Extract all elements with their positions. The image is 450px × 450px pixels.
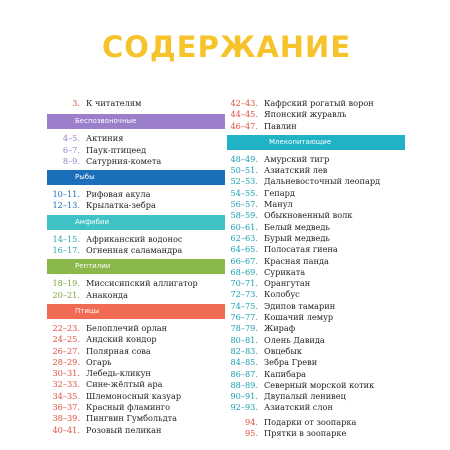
page-number: 22–23. (52, 322, 80, 333)
page-number: 10–11. (52, 189, 80, 200)
entry-title: Огненная саламандра (86, 245, 183, 256)
page-number: 68–69. (230, 266, 258, 277)
toc-entry[interactable] (227, 109, 405, 120)
toc-entry[interactable] (227, 256, 405, 267)
section-entries (47, 133, 225, 167)
entry-title: Обыкновенный волк (264, 210, 353, 221)
page-number: 12–13. (52, 200, 80, 211)
entry-title: Паук-птицеед (86, 144, 147, 155)
entry-title: Рифовая акула (86, 189, 151, 200)
toc-entry[interactable] (47, 200, 225, 211)
toc-entry[interactable] (227, 199, 405, 210)
entry-title: Гепард (264, 187, 295, 198)
page-number: 34–35. (52, 390, 80, 401)
page-number: 6–7. (62, 144, 80, 155)
toc-entry[interactable] (47, 133, 225, 144)
entry-title: Манул (264, 199, 293, 210)
section-invertebrates (47, 114, 225, 167)
toc-entry[interactable] (227, 244, 405, 255)
entry-title: Полярная сова (86, 345, 151, 356)
entry-title: Красная панда (264, 255, 329, 266)
toc-entry[interactable] (227, 154, 405, 165)
entry-title: Огарь (86, 356, 112, 367)
toc-entry[interactable] (47, 234, 225, 245)
entry-title: Павлин (264, 120, 297, 131)
section-heading-reptiles: Рептилии (47, 259, 225, 274)
entry-title: Сатурния-комета (86, 155, 162, 166)
entry-title: Эдипов тамарин (264, 300, 336, 311)
entry-title: Дальневосточный леопард (264, 176, 381, 187)
toc-entry[interactable] (227, 323, 405, 334)
toc-entry[interactable] (227, 267, 405, 278)
section-amphibians (47, 215, 225, 257)
toc-entry[interactable] (47, 346, 225, 357)
page-number: 82–83. (230, 345, 258, 356)
entry-title: Орангутан (264, 278, 311, 289)
toc-entry[interactable] (47, 290, 225, 301)
entry-title: Белый медведь (264, 221, 330, 232)
page-number: 86–87. (230, 368, 258, 379)
toc-entry[interactable] (47, 145, 225, 156)
entry-title: Подарки от зоопарка (264, 416, 357, 427)
toc-entry[interactable] (47, 156, 225, 167)
entry-title: Полосатая гиена (264, 244, 338, 255)
section-entries (47, 189, 225, 212)
page-number: 88–89. (230, 379, 258, 390)
toc-entry[interactable] (227, 121, 405, 132)
page-number: 66–67. (230, 255, 258, 266)
page-number: 36–37. (52, 402, 80, 413)
page-number: 4–5. (62, 133, 80, 144)
entry-title: Бурый медведь (264, 232, 330, 243)
page-number: 14–15. (52, 233, 80, 244)
section-appendix (227, 417, 405, 440)
toc-entry[interactable] (47, 425, 225, 436)
page-number: 28–29. (52, 356, 80, 367)
page-number: 90–91. (230, 391, 258, 402)
page-number: 92–93. (230, 402, 258, 413)
toc-entry[interactable] (47, 189, 225, 200)
page-number: 94. (244, 416, 258, 427)
toc-entry[interactable] (47, 357, 225, 368)
toc-entry[interactable] (47, 334, 225, 345)
toc-entry[interactable] (47, 98, 225, 109)
toc-left-column (47, 98, 225, 439)
toc-entry[interactable] (227, 346, 405, 357)
page-number: 46–47. (230, 120, 258, 131)
entry-title: Азиатский слон (264, 402, 333, 413)
entry-title: Красный фламинго (86, 402, 171, 413)
section-entries (47, 234, 225, 257)
entry-title: Двупалый ленивец (264, 391, 346, 402)
entry-title: Крылатка-зебра (86, 200, 156, 211)
page-number: 30–31. (52, 368, 80, 379)
section-heading-amphibians: Амфибии (47, 215, 225, 230)
page-number: 44–45. (230, 109, 258, 120)
page-number: 48–49. (230, 153, 258, 164)
entry-title: Зебра Греви (264, 357, 318, 368)
entry-title: Сине-жёлтый ара (86, 379, 163, 390)
entry-title: Овцебык (264, 345, 302, 356)
toc-entry[interactable] (227, 233, 405, 244)
section-heading-mammals: Млекопитающие (227, 135, 405, 150)
page-number: 52–53. (230, 176, 258, 187)
toc-entry[interactable] (227, 98, 405, 109)
toc-entry[interactable] (227, 278, 405, 289)
entry-title: К читателям (86, 98, 142, 108)
entry-title: Лебедь-кликун (86, 368, 151, 379)
section-reptiles (47, 259, 225, 301)
page-number: 76–77. (230, 312, 258, 323)
entry-title: Кошачий лемур (264, 312, 334, 323)
page-number: 84–85. (230, 357, 258, 368)
toc-entry[interactable] (47, 413, 225, 424)
page-number: 72–73. (230, 289, 258, 300)
entry-title: Розовый пеликан (86, 424, 162, 435)
page-number: 62–63. (230, 232, 258, 243)
page-number: 24–25. (52, 334, 80, 345)
entry-title: Олень Давида (264, 334, 325, 345)
toc-entry[interactable] (227, 289, 405, 300)
section-entries (47, 323, 225, 436)
page-number: 8–9. (62, 155, 80, 166)
toc-entry[interactable] (227, 301, 405, 312)
toc-entry[interactable] (227, 357, 405, 368)
toc-entry[interactable] (227, 188, 405, 199)
toc-entry[interactable] (47, 368, 225, 379)
section-entries (227, 417, 405, 440)
page-number: 95. (244, 428, 258, 439)
toc-entry[interactable] (47, 278, 225, 289)
toc-entry[interactable] (227, 210, 405, 221)
toc-entry[interactable] (227, 402, 405, 413)
toc-entry[interactable] (227, 391, 405, 402)
page-number: 16–17. (52, 245, 80, 256)
page-number: 26–27. (52, 345, 80, 356)
section-heading-fish: Рыбы (47, 170, 225, 185)
toc-entry[interactable] (227, 176, 405, 187)
page-number: 32–33. (52, 379, 80, 390)
toc-entry[interactable] (227, 335, 405, 346)
entry-title: Азиатский лев (264, 165, 328, 176)
page-number: 50–51. (230, 165, 258, 176)
toc-entry[interactable] (47, 402, 225, 413)
section-entries (227, 154, 405, 414)
entry-title: Суриката (264, 266, 306, 277)
toc-entry[interactable] (227, 369, 405, 380)
entry-title: Актиния (86, 133, 124, 144)
page-title: СОДЕРЖАНИЕ (102, 30, 352, 64)
page-number: 40–41. (52, 424, 80, 435)
entry-title: Кафрский рогатый ворон (264, 98, 374, 108)
entry-title: Колобус (264, 289, 300, 300)
page-number: 78–79. (230, 323, 258, 334)
page-number: 70–71. (230, 278, 258, 289)
entry-title: Андский кондор (86, 334, 157, 345)
entry-title: Миссисипский аллигатор (86, 278, 198, 289)
section-birds-continued (227, 98, 405, 132)
toc-entry[interactable] (47, 323, 225, 334)
page-number: 3. (72, 98, 80, 108)
toc-entry[interactable] (227, 380, 405, 391)
page-number: 54–55. (230, 187, 258, 198)
entry-title: Анаконда (86, 289, 128, 300)
entry-title: Капибара (264, 368, 307, 379)
page-number: 20–21. (52, 289, 80, 300)
page-number: 58–59. (230, 210, 258, 221)
entry-title: Японский журавль (264, 109, 347, 120)
entry-title: Северный морской котик (264, 379, 375, 390)
page-number: 38–39. (52, 413, 80, 424)
page-number: 60–61. (230, 221, 258, 232)
toc-entry[interactable] (227, 312, 405, 323)
entry-title: Белоплечий орлан (86, 322, 168, 333)
page-number: 80–81. (230, 334, 258, 345)
page-number: 74–75. (230, 300, 258, 311)
entry-title: Шлемоносный казуар (86, 390, 182, 401)
toc-right-column (227, 98, 405, 442)
toc-entry[interactable] (227, 222, 405, 233)
section-entries (47, 278, 225, 301)
section-birds (47, 304, 225, 436)
page-number: 64–65. (230, 244, 258, 255)
page-number: 56–57. (230, 199, 258, 210)
entry-title: Пингвин Гумбольдта (86, 413, 178, 424)
toc-entry[interactable] (47, 245, 225, 256)
section-mammals (227, 135, 405, 414)
page-number: 18–19. (52, 278, 80, 289)
entry-title: Амурский тигр (264, 153, 330, 164)
section-heading-invertebrates: Беспозвоночные (47, 114, 225, 129)
page-number: 42–43. (230, 98, 258, 108)
toc-entry[interactable] (47, 379, 225, 390)
section-fish (47, 170, 225, 212)
toc-entry[interactable] (227, 417, 405, 428)
toc-entry[interactable] (47, 391, 225, 402)
entry-title: Прятки в зоопарке (264, 428, 347, 439)
toc-entry[interactable] (227, 428, 405, 439)
section-heading-birds: Птицы (47, 304, 225, 319)
section-entries (227, 98, 405, 132)
toc-entry[interactable] (227, 165, 405, 176)
entry-title: Жираф (264, 323, 296, 334)
entry-title: Африканский водонос (86, 233, 183, 244)
